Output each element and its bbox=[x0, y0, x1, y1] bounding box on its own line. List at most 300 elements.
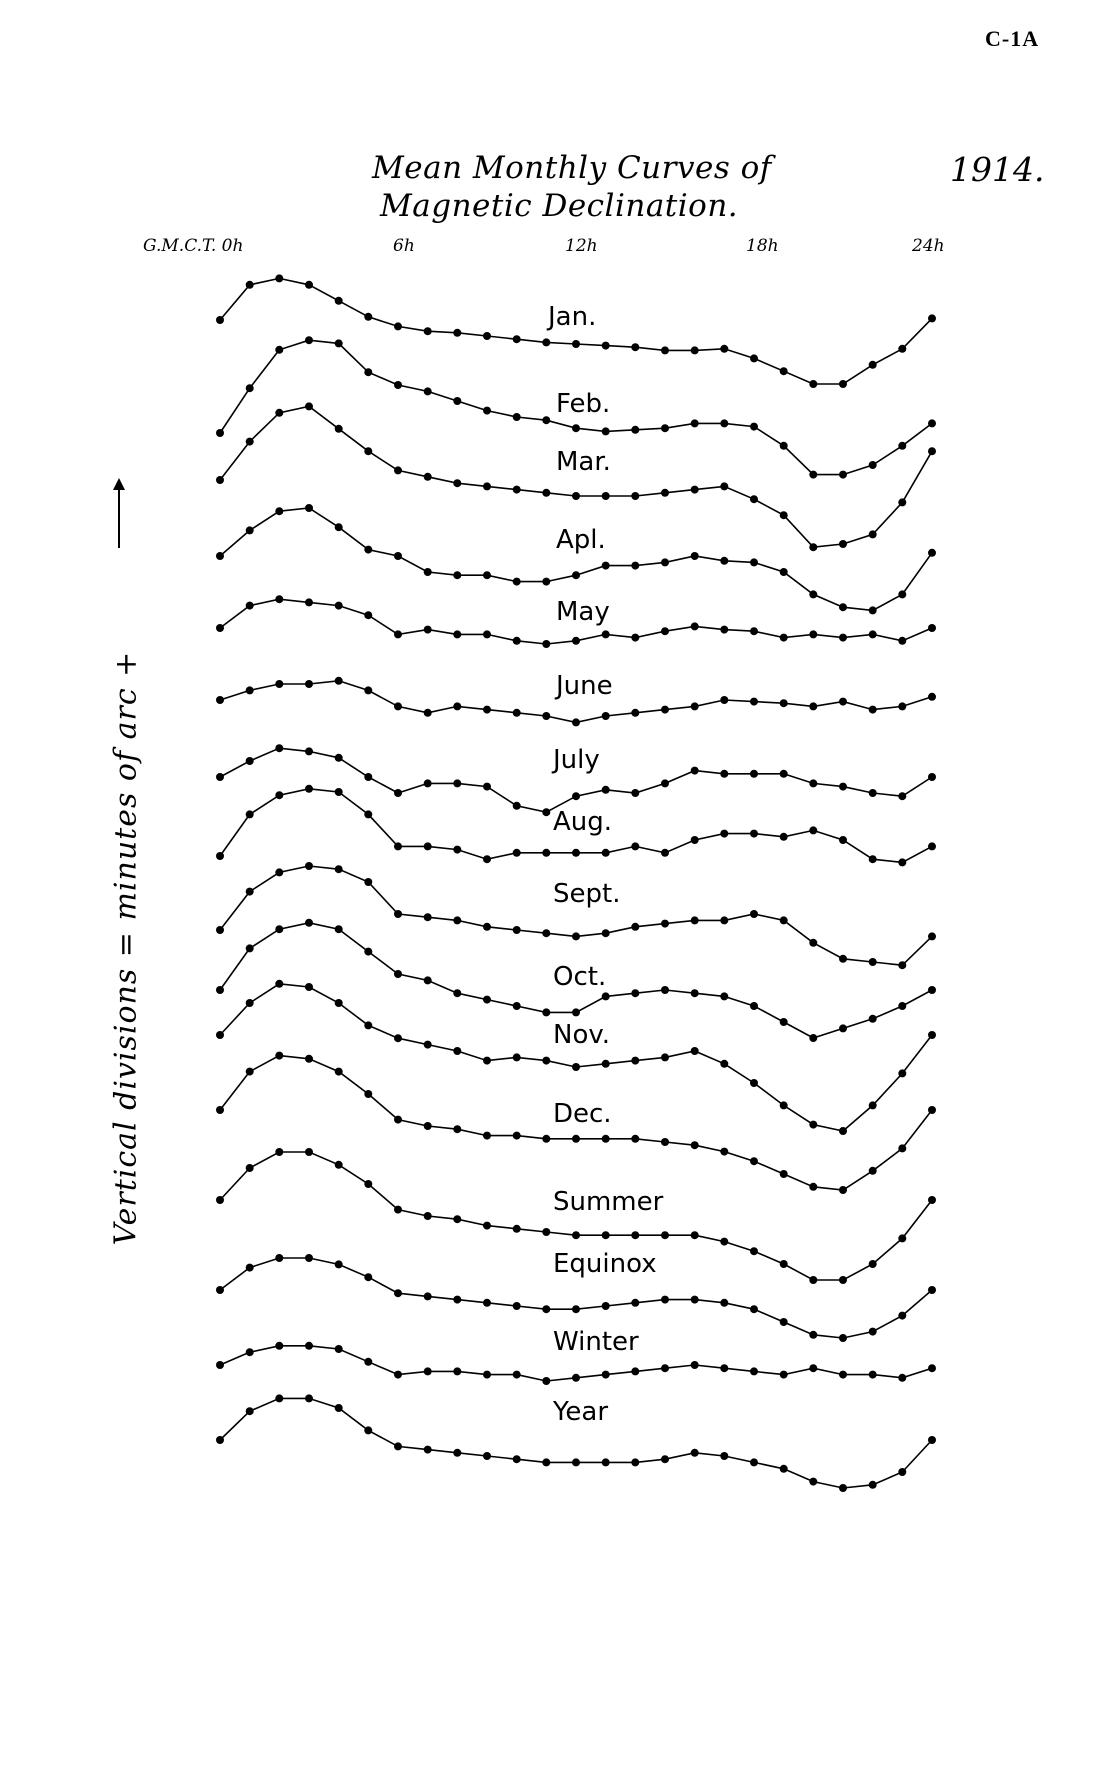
data-point-jan-5 bbox=[364, 313, 372, 321]
data-point-sept-23 bbox=[898, 961, 906, 969]
data-point-mar-11 bbox=[542, 489, 550, 497]
data-point-mar-23 bbox=[898, 498, 906, 506]
data-point-oct-23 bbox=[898, 1002, 906, 1010]
data-point-mar-8 bbox=[453, 479, 461, 487]
data-point-jan-9 bbox=[483, 332, 491, 340]
data-point-jan-3 bbox=[305, 281, 313, 289]
data-point-may-19 bbox=[780, 634, 788, 642]
data-point-mar-18 bbox=[750, 495, 758, 503]
data-point-mar-7 bbox=[424, 473, 432, 481]
data-point-may-3 bbox=[305, 598, 313, 606]
data-point-may-4 bbox=[335, 602, 343, 610]
data-point-july-21 bbox=[839, 783, 847, 791]
data-point-june-15 bbox=[661, 706, 669, 714]
data-point-july-10 bbox=[513, 802, 521, 810]
data-point-apl-18 bbox=[750, 558, 758, 566]
data-point-may-8 bbox=[453, 630, 461, 638]
data-point-may-0 bbox=[216, 624, 224, 632]
data-point-dec-8 bbox=[453, 1125, 461, 1133]
data-point-winter-6 bbox=[394, 1371, 402, 1379]
data-point-aug-20 bbox=[809, 826, 817, 834]
data-point-equinox-16 bbox=[691, 1296, 699, 1304]
data-point-june-3 bbox=[305, 680, 313, 688]
series-label-dec: Dec. bbox=[553, 1099, 612, 1129]
data-point-summer-6 bbox=[394, 1206, 402, 1214]
data-point-july-6 bbox=[394, 789, 402, 797]
data-point-oct-14 bbox=[631, 989, 639, 997]
data-point-may-11 bbox=[542, 640, 550, 648]
data-point-oct-16 bbox=[691, 989, 699, 997]
data-point-summer-1 bbox=[246, 1164, 254, 1172]
data-point-feb-21 bbox=[839, 471, 847, 479]
data-point-apl-0 bbox=[216, 552, 224, 560]
data-point-aug-6 bbox=[394, 842, 402, 850]
data-point-mar-4 bbox=[335, 425, 343, 433]
data-point-year-6 bbox=[394, 1442, 402, 1450]
data-point-dec-5 bbox=[364, 1090, 372, 1098]
data-point-equinox-7 bbox=[424, 1292, 432, 1300]
data-point-summer-19 bbox=[780, 1260, 788, 1268]
data-point-may-15 bbox=[661, 627, 669, 635]
data-point-year-21 bbox=[839, 1484, 847, 1492]
data-point-aug-23 bbox=[898, 858, 906, 866]
data-point-aug-13 bbox=[602, 849, 610, 857]
data-point-jan-16 bbox=[691, 346, 699, 354]
data-point-equinox-24 bbox=[928, 1286, 936, 1294]
data-point-dec-1 bbox=[246, 1068, 254, 1076]
data-point-summer-12 bbox=[572, 1231, 580, 1239]
data-point-equinox-1 bbox=[246, 1264, 254, 1272]
data-point-july-22 bbox=[869, 789, 877, 797]
data-point-sept-0 bbox=[216, 926, 224, 934]
data-point-june-23 bbox=[898, 702, 906, 710]
data-point-jan-23 bbox=[898, 345, 906, 353]
data-point-sept-14 bbox=[631, 923, 639, 931]
data-point-apl-11 bbox=[542, 578, 550, 586]
data-point-apl-7 bbox=[424, 568, 432, 576]
series-label-nov: Nov. bbox=[553, 1020, 610, 1050]
data-point-year-9 bbox=[483, 1452, 491, 1460]
data-point-jan-20 bbox=[809, 380, 817, 388]
data-point-oct-18 bbox=[750, 1002, 758, 1010]
data-point-mar-1 bbox=[246, 438, 254, 446]
data-point-equinox-14 bbox=[631, 1299, 639, 1307]
data-point-june-12 bbox=[572, 718, 580, 726]
data-point-oct-2 bbox=[275, 925, 283, 933]
x-tick-label-0h: G.M.C.T. 0h bbox=[143, 236, 244, 256]
data-point-jan-24 bbox=[928, 314, 936, 322]
data-point-mar-14 bbox=[631, 492, 639, 500]
data-point-winter-1 bbox=[246, 1348, 254, 1356]
data-point-may-5 bbox=[364, 611, 372, 619]
data-point-oct-10 bbox=[513, 1002, 521, 1010]
data-point-june-18 bbox=[750, 698, 758, 706]
data-point-oct-20 bbox=[809, 1034, 817, 1042]
data-point-nov-2 bbox=[275, 980, 283, 988]
data-point-dec-21 bbox=[839, 1186, 847, 1194]
data-point-dec-19 bbox=[780, 1170, 788, 1178]
series-label-may: May bbox=[556, 597, 610, 627]
data-point-winter-11 bbox=[542, 1377, 550, 1385]
data-point-dec-3 bbox=[305, 1055, 313, 1063]
data-point-june-5 bbox=[364, 686, 372, 694]
data-point-dec-22 bbox=[869, 1167, 877, 1175]
data-point-dec-24 bbox=[928, 1106, 936, 1114]
data-point-dec-13 bbox=[602, 1135, 610, 1143]
series-label-winter: Winter bbox=[553, 1327, 639, 1357]
data-point-june-17 bbox=[720, 696, 728, 704]
data-point-summer-3 bbox=[305, 1148, 313, 1156]
series-label-apl: Apl. bbox=[556, 525, 606, 555]
data-point-apl-24 bbox=[928, 549, 936, 557]
data-point-equinox-4 bbox=[335, 1260, 343, 1268]
data-point-winter-9 bbox=[483, 1371, 491, 1379]
data-point-june-1 bbox=[246, 686, 254, 694]
data-point-equinox-3 bbox=[305, 1254, 313, 1262]
series-label-oct: Oct. bbox=[553, 962, 607, 992]
data-point-feb-10 bbox=[513, 413, 521, 421]
data-point-june-11 bbox=[542, 712, 550, 720]
data-point-may-6 bbox=[394, 630, 402, 638]
data-point-july-9 bbox=[483, 783, 491, 791]
data-point-nov-22 bbox=[869, 1101, 877, 1109]
data-point-july-4 bbox=[335, 754, 343, 762]
data-point-summer-16 bbox=[691, 1231, 699, 1239]
data-point-may-10 bbox=[513, 637, 521, 645]
data-point-year-15 bbox=[661, 1455, 669, 1463]
data-point-june-24 bbox=[928, 693, 936, 701]
data-point-winter-2 bbox=[275, 1342, 283, 1350]
data-point-year-2 bbox=[275, 1394, 283, 1402]
data-point-year-22 bbox=[869, 1481, 877, 1489]
data-point-dec-23 bbox=[898, 1144, 906, 1152]
data-point-july-7 bbox=[424, 779, 432, 787]
data-point-oct-13 bbox=[602, 992, 610, 1000]
data-point-winter-3 bbox=[305, 1342, 313, 1350]
data-point-june-0 bbox=[216, 696, 224, 704]
data-point-july-18 bbox=[750, 770, 758, 778]
data-point-nov-9 bbox=[483, 1057, 491, 1065]
data-point-aug-9 bbox=[483, 855, 491, 863]
data-point-june-6 bbox=[394, 702, 402, 710]
data-point-sept-17 bbox=[720, 916, 728, 924]
data-point-july-15 bbox=[661, 779, 669, 787]
data-point-dec-10 bbox=[513, 1132, 521, 1140]
chart-year: 1914. bbox=[950, 150, 1045, 189]
data-point-feb-6 bbox=[394, 381, 402, 389]
data-point-equinox-0 bbox=[216, 1286, 224, 1294]
data-point-year-23 bbox=[898, 1468, 906, 1476]
data-point-summer-7 bbox=[424, 1212, 432, 1220]
data-point-july-5 bbox=[364, 773, 372, 781]
data-point-mar-17 bbox=[720, 482, 728, 490]
data-point-feb-16 bbox=[691, 419, 699, 427]
data-point-june-14 bbox=[631, 709, 639, 717]
data-point-winter-23 bbox=[898, 1374, 906, 1382]
data-point-year-14 bbox=[631, 1458, 639, 1466]
data-point-nov-10 bbox=[513, 1053, 521, 1061]
data-point-aug-19 bbox=[780, 833, 788, 841]
data-point-feb-3 bbox=[305, 336, 313, 344]
data-point-nov-17 bbox=[720, 1060, 728, 1068]
data-point-july-11 bbox=[542, 808, 550, 816]
data-point-jan-6 bbox=[394, 322, 402, 330]
data-point-june-2 bbox=[275, 680, 283, 688]
data-point-dec-7 bbox=[424, 1122, 432, 1130]
data-point-equinox-6 bbox=[394, 1289, 402, 1297]
data-point-summer-17 bbox=[720, 1238, 728, 1246]
data-point-summer-8 bbox=[453, 1215, 461, 1223]
data-point-oct-19 bbox=[780, 1018, 788, 1026]
data-point-summer-13 bbox=[602, 1231, 610, 1239]
data-point-winter-7 bbox=[424, 1367, 432, 1375]
data-point-may-16 bbox=[691, 622, 699, 630]
data-point-sept-16 bbox=[691, 916, 699, 924]
data-point-nov-3 bbox=[305, 983, 313, 991]
data-point-apl-3 bbox=[305, 504, 313, 512]
data-point-winter-16 bbox=[691, 1361, 699, 1369]
data-point-jan-10 bbox=[513, 335, 521, 343]
data-point-year-0 bbox=[216, 1436, 224, 1444]
data-point-year-5 bbox=[364, 1426, 372, 1434]
data-point-equinox-12 bbox=[572, 1305, 580, 1313]
data-point-apl-6 bbox=[394, 552, 402, 560]
data-point-nov-7 bbox=[424, 1041, 432, 1049]
data-point-summer-18 bbox=[750, 1247, 758, 1255]
data-point-june-19 bbox=[780, 699, 788, 707]
series-label-year: Year bbox=[553, 1397, 609, 1427]
data-point-feb-20 bbox=[809, 471, 817, 479]
data-point-year-1 bbox=[246, 1407, 254, 1415]
data-point-june-20 bbox=[809, 702, 817, 710]
data-point-oct-17 bbox=[720, 992, 728, 1000]
data-point-summer-10 bbox=[513, 1225, 521, 1233]
series-label-equinox: Equinox bbox=[553, 1249, 657, 1279]
data-point-oct-8 bbox=[453, 989, 461, 997]
chart-title-line2: Magnetic Declination. bbox=[380, 188, 739, 224]
data-point-nov-11 bbox=[542, 1057, 550, 1065]
data-point-year-18 bbox=[750, 1458, 758, 1466]
data-point-winter-8 bbox=[453, 1367, 461, 1375]
data-point-july-19 bbox=[780, 770, 788, 778]
data-point-winter-22 bbox=[869, 1371, 877, 1379]
data-point-summer-15 bbox=[661, 1231, 669, 1239]
plate-id: C-1A bbox=[985, 26, 1040, 51]
data-point-sept-19 bbox=[780, 916, 788, 924]
data-point-june-13 bbox=[602, 712, 610, 720]
data-point-sept-3 bbox=[305, 862, 313, 870]
y-axis-label: Vertical divisions = minutes of arc + bbox=[108, 650, 144, 1246]
data-point-may-7 bbox=[424, 626, 432, 634]
data-point-nov-20 bbox=[809, 1121, 817, 1129]
data-point-oct-9 bbox=[483, 996, 491, 1004]
data-point-june-7 bbox=[424, 709, 432, 717]
x-tick-label-24h: 24h bbox=[912, 236, 945, 256]
data-point-june-9 bbox=[483, 706, 491, 714]
data-point-apl-20 bbox=[809, 590, 817, 598]
data-point-apl-15 bbox=[661, 558, 669, 566]
x-tick-label-12h: 12h bbox=[565, 236, 598, 256]
data-point-equinox-9 bbox=[483, 1299, 491, 1307]
data-point-mar-3 bbox=[305, 402, 313, 410]
series-label-june: June bbox=[556, 671, 613, 701]
data-point-summer-4 bbox=[335, 1161, 343, 1169]
data-point-july-24 bbox=[928, 773, 936, 781]
data-point-year-20 bbox=[809, 1478, 817, 1486]
data-point-apl-4 bbox=[335, 523, 343, 531]
data-point-sept-8 bbox=[453, 916, 461, 924]
data-point-aug-15 bbox=[661, 849, 669, 857]
data-point-sept-18 bbox=[750, 910, 758, 918]
data-point-winter-10 bbox=[513, 1371, 521, 1379]
data-point-winter-20 bbox=[809, 1364, 817, 1372]
data-point-equinox-18 bbox=[750, 1305, 758, 1313]
data-point-jan-0 bbox=[216, 316, 224, 324]
data-point-year-16 bbox=[691, 1449, 699, 1457]
data-point-nov-24 bbox=[928, 1031, 936, 1039]
data-point-feb-8 bbox=[453, 397, 461, 405]
data-point-winter-18 bbox=[750, 1367, 758, 1375]
data-point-apl-23 bbox=[898, 590, 906, 598]
data-point-dec-2 bbox=[275, 1052, 283, 1060]
data-point-apl-9 bbox=[483, 571, 491, 579]
data-point-nov-19 bbox=[780, 1101, 788, 1109]
data-point-june-16 bbox=[691, 702, 699, 710]
data-point-sept-24 bbox=[928, 932, 936, 940]
data-point-may-14 bbox=[631, 634, 639, 642]
data-point-sept-12 bbox=[572, 932, 580, 940]
data-point-apl-2 bbox=[275, 507, 283, 515]
data-point-may-23 bbox=[898, 637, 906, 645]
data-point-mar-16 bbox=[691, 486, 699, 494]
data-point-mar-21 bbox=[839, 540, 847, 548]
data-point-mar-20 bbox=[809, 543, 817, 551]
data-point-oct-7 bbox=[424, 976, 432, 984]
data-point-mar-5 bbox=[364, 447, 372, 455]
data-point-aug-2 bbox=[275, 791, 283, 799]
data-point-aug-5 bbox=[364, 810, 372, 818]
data-point-aug-21 bbox=[839, 836, 847, 844]
data-point-dec-15 bbox=[661, 1138, 669, 1146]
data-point-july-2 bbox=[275, 744, 283, 752]
data-point-jan-17 bbox=[720, 345, 728, 353]
data-point-sept-5 bbox=[364, 878, 372, 886]
data-point-equinox-13 bbox=[602, 1302, 610, 1310]
data-point-july-8 bbox=[453, 779, 461, 787]
data-point-winter-15 bbox=[661, 1364, 669, 1372]
data-point-aug-0 bbox=[216, 852, 224, 860]
data-point-apl-16 bbox=[691, 552, 699, 560]
data-point-oct-3 bbox=[305, 919, 313, 927]
data-point-mar-22 bbox=[869, 530, 877, 538]
data-point-apl-17 bbox=[720, 557, 728, 565]
data-point-jan-2 bbox=[275, 274, 283, 282]
data-point-oct-6 bbox=[394, 970, 402, 978]
data-point-feb-22 bbox=[869, 461, 877, 469]
data-point-apl-8 bbox=[453, 571, 461, 579]
data-point-feb-11 bbox=[542, 416, 550, 424]
data-point-jan-18 bbox=[750, 354, 758, 362]
data-point-year-12 bbox=[572, 1458, 580, 1466]
data-point-nov-4 bbox=[335, 999, 343, 1007]
data-point-apl-1 bbox=[246, 526, 254, 534]
data-point-summer-22 bbox=[869, 1260, 877, 1268]
data-point-mar-19 bbox=[780, 511, 788, 519]
data-point-jan-8 bbox=[453, 329, 461, 337]
data-point-aug-11 bbox=[542, 849, 550, 857]
data-point-may-13 bbox=[602, 630, 610, 638]
data-point-aug-10 bbox=[513, 849, 521, 857]
data-point-year-3 bbox=[305, 1394, 313, 1402]
data-point-winter-19 bbox=[780, 1371, 788, 1379]
data-point-winter-0 bbox=[216, 1361, 224, 1369]
data-point-year-7 bbox=[424, 1446, 432, 1454]
data-point-july-23 bbox=[898, 792, 906, 800]
data-point-winter-5 bbox=[364, 1358, 372, 1366]
data-point-july-16 bbox=[691, 767, 699, 775]
series-label-sept: Sept. bbox=[553, 879, 621, 909]
data-point-oct-1 bbox=[246, 944, 254, 952]
data-point-july-13 bbox=[602, 786, 610, 794]
data-point-summer-21 bbox=[839, 1276, 847, 1284]
data-point-dec-20 bbox=[809, 1183, 817, 1191]
data-point-nov-0 bbox=[216, 1031, 224, 1039]
data-point-equinox-5 bbox=[364, 1273, 372, 1281]
data-point-mar-9 bbox=[483, 482, 491, 490]
data-point-jan-7 bbox=[424, 327, 432, 335]
data-point-nov-23 bbox=[898, 1069, 906, 1077]
data-point-jan-19 bbox=[780, 367, 788, 375]
data-point-july-20 bbox=[809, 779, 817, 787]
x-tick-label-6h: 6h bbox=[393, 236, 415, 256]
data-point-nov-16 bbox=[691, 1047, 699, 1055]
data-point-feb-4 bbox=[335, 339, 343, 347]
data-point-oct-4 bbox=[335, 925, 343, 933]
data-point-may-12 bbox=[572, 637, 580, 645]
data-point-mar-15 bbox=[661, 489, 669, 497]
data-point-june-8 bbox=[453, 702, 461, 710]
data-point-year-4 bbox=[335, 1404, 343, 1412]
data-point-sept-11 bbox=[542, 929, 550, 937]
data-point-aug-12 bbox=[572, 849, 580, 857]
data-point-year-24 bbox=[928, 1436, 936, 1444]
data-point-may-17 bbox=[720, 626, 728, 634]
data-point-july-12 bbox=[572, 792, 580, 800]
data-point-dec-6 bbox=[394, 1116, 402, 1124]
data-point-apl-14 bbox=[631, 562, 639, 570]
data-point-aug-24 bbox=[928, 842, 936, 850]
data-point-apl-22 bbox=[869, 606, 877, 614]
data-point-aug-7 bbox=[424, 842, 432, 850]
data-point-oct-5 bbox=[364, 948, 372, 956]
data-point-sept-9 bbox=[483, 923, 491, 931]
chart-title-line1: Mean Monthly Curves of bbox=[372, 150, 772, 186]
data-point-summer-20 bbox=[809, 1276, 817, 1284]
data-point-nov-1 bbox=[246, 999, 254, 1007]
data-point-year-13 bbox=[602, 1458, 610, 1466]
data-point-feb-7 bbox=[424, 387, 432, 395]
data-point-year-11 bbox=[542, 1458, 550, 1466]
data-point-apl-13 bbox=[602, 562, 610, 570]
data-point-jan-13 bbox=[602, 342, 610, 350]
x-tick-label-18h: 18h bbox=[746, 236, 779, 256]
data-point-oct-21 bbox=[839, 1024, 847, 1032]
data-point-sept-4 bbox=[335, 865, 343, 873]
data-point-dec-17 bbox=[720, 1148, 728, 1156]
data-point-nov-21 bbox=[839, 1127, 847, 1135]
data-point-feb-17 bbox=[720, 419, 728, 427]
data-point-aug-3 bbox=[305, 785, 313, 793]
